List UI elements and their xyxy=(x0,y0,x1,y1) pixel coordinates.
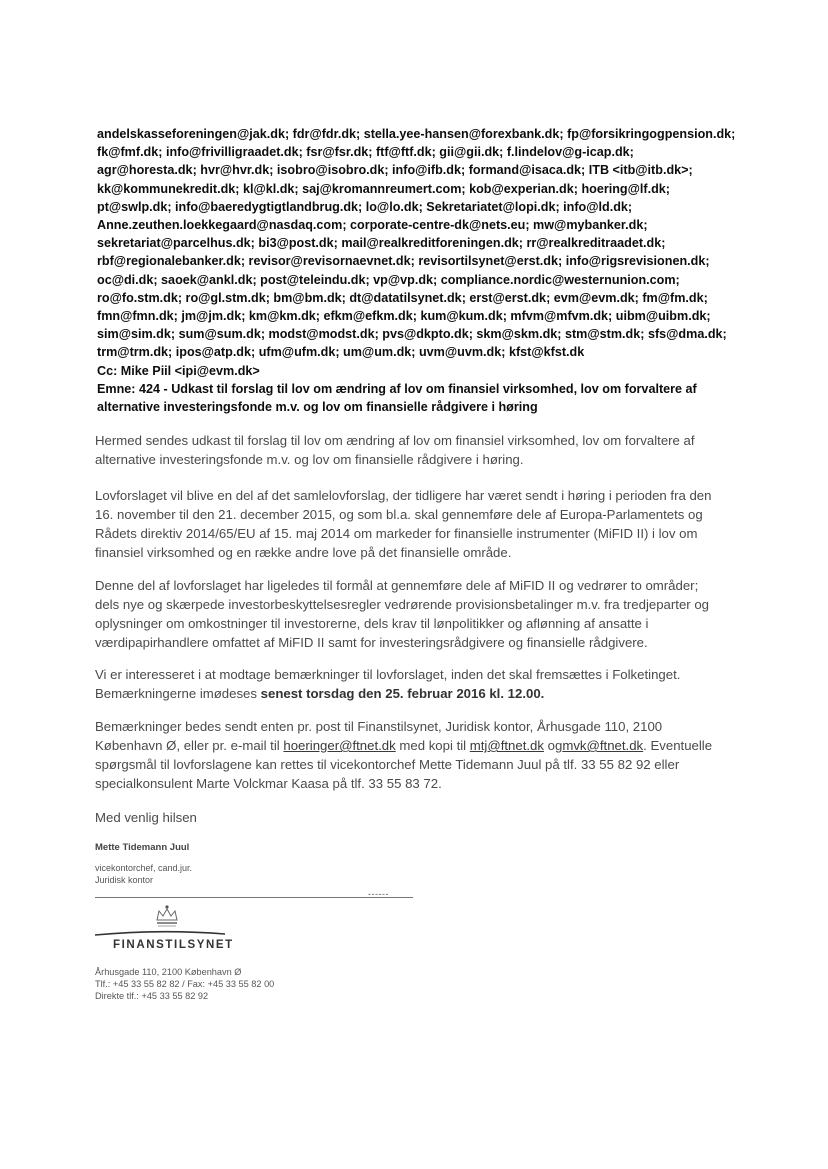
body-line xyxy=(95,684,785,703)
phone-line: Tlf.: +45 33 55 82 82 / Fax: +45 33 55 82 00 xyxy=(95,979,275,989)
body-line: Bemærkninger bedes sendt enten pr. post til Finanstilsynet, Juridisk kontor, Århusgade 110, 2100 xyxy=(95,719,663,734)
recipient-line: oc@di.dk; saoek@ankl.dk; post@teleindu.dk; vp@vp.dk; compliance.nordic@westernunion.com; xyxy=(97,272,680,287)
signature-dash: ------ xyxy=(368,889,389,899)
crown-icon xyxy=(154,904,180,928)
recipient-line: pt@swlp.dk; info@baeredygtigtlandbrug.dk; lo@lo.dk; Sekretariatet@lopi.dk; info@ld.dk; xyxy=(97,199,633,214)
body-line xyxy=(95,736,785,755)
recipient-line: fmn@fmn.dk; jm@jm.dk; km@km.dk; efkm@efkm.dk; kum@kum.dk; mfvm@mfvm.dk; uibm@uibm.dk; xyxy=(97,309,711,324)
cc-line: Cc: Mike Piil <ipi@evm.dk> xyxy=(97,363,260,378)
email-link-mvk[interactable]: mvk@ftnet.dk xyxy=(562,738,644,753)
paragraph-background xyxy=(95,486,785,562)
recipients-header xyxy=(97,125,797,416)
subject-line: Emne: 424 - Udkast til forslag til lov om ændring af lov om finansiel virksomhed, lov om forvaltere af xyxy=(97,381,697,396)
email-link-mtj[interactable]: mtj@ftnet.dk xyxy=(469,738,544,753)
body-line: finansiel virksomhed og en række andre love på det finansielle område. xyxy=(95,545,512,560)
signature-address-block xyxy=(95,966,274,1002)
logo-swoosh-icon xyxy=(95,929,225,937)
recipient-line: trm@trm.dk; ipos@atp.dk; ufm@ufm.dk; um@um.dk; uvm@uvm.dk; kfst@kfst.dk xyxy=(97,345,585,360)
body-line: spørgsmål til lovforslagene kan rettes til vicekontorchef Mette Tidemann Juul på tlf. 33 55 82 92 eller xyxy=(95,757,680,772)
finanstilsynet-logo: FINANSTILSYNET xyxy=(113,939,234,951)
recipient-line: agr@horesta.dk; hvr@hvr.dk; isobro@isobro.dk; info@ifb.dk; formand@isaca.dk; ITB <itb@itb.dk>; xyxy=(97,163,693,178)
address-line: Århusgade 110, 2100 København Ø xyxy=(95,967,242,977)
closing-text: Med venlig hilsen xyxy=(95,810,197,825)
body-line: oplysninger om omkostninger til investorerne, dels krav til lønpolitikker og aflønning af ansatte i xyxy=(95,616,649,631)
body-line: Vi er interesseret i at modtage bemærkninger til lovforslaget, inden det skal fremsættes i Folketinget. xyxy=(95,667,681,682)
deadline-intro: Bemærkningerne imødeses xyxy=(95,686,261,701)
body-line: Lovforslaget vil blive en del af det samlelovforslag, der tidligere har været sendt i høring i perioden fra den xyxy=(95,488,712,503)
signature-meta xyxy=(95,862,192,886)
recipient-line: ro@fo.stm.dk; ro@gl.stm.dk; bm@bm.dk; dt@datatilsynet.dk; erst@erst.dk; evm@evm.dk; fm@fm.dk; xyxy=(97,290,708,305)
subject-line: alternative investeringsfonde m.v. og lov om finansielle rådgivere i høring xyxy=(97,400,538,415)
recipient-line: kk@kommunekredit.dk; kl@kl.dk; saj@kromannreumert.com; kob@experian.dk; hoering@lf.dk; xyxy=(97,181,670,196)
paragraph-deadline xyxy=(95,665,785,703)
contact-text: med kopi til xyxy=(395,738,470,753)
body-line: dels nye og skærpede investorbeskyttelsesregler vedrørende provisionsbetalinger m.v. fra tredjeparter og xyxy=(95,597,710,612)
body-line: Rådets direktiv 2014/65/EU af 15. maj 2014 om markeder for finansielle instrumenter (MiFID II) i lov om xyxy=(95,526,698,541)
contact-text: . Eventuelle xyxy=(643,738,713,753)
recipient-line: fk@fmf.dk; info@frivilligraadet.dk; fsr@fsr.dk; ftf@ftf.dk; gii@gii.dk; f.lindelov@g-icap.dk; xyxy=(97,145,634,160)
recipient-line: rbf@regionalebanker.dk; revisor@revisornaevnet.dk; revisortilsynet@erst.dk; info@rigsrevisionen.dk; xyxy=(97,254,710,269)
body-line: 16. november til den 21. december 2015, og som bl.a. skal gennemføre dele af Europa-Parlamentets og xyxy=(95,507,703,522)
body-line: specialkonsulent Marte Volckmar Kaasa på tlf. 33 55 83 72. xyxy=(95,776,442,791)
signature-divider xyxy=(95,897,413,898)
paragraph-purpose xyxy=(95,576,785,652)
signature-name: Mette Tidemann Juul xyxy=(95,842,190,853)
signature-office: Juridisk kontor xyxy=(95,875,154,885)
body-line: alternative investeringsfonde m.v. og lov om finansielle rådgivere i høring. xyxy=(95,452,524,467)
recipient-line: Anne.zeuthen.loekkegaard@nasdaq.com; corporate-centre-dk@nets.eu; mw@mybanker.dk; xyxy=(97,218,648,233)
contact-text: København Ø, eller pr. e-mail til xyxy=(95,738,284,753)
recipient-line: sim@sim.dk; sum@sum.dk; modst@modst.dk; pvs@dkpto.dk; skm@skm.dk; stm@stm.dk; sfs@dma.dk; xyxy=(97,327,727,342)
body-line: værdipapirhandlere omfattet af MiFID II samt for investeringsrådgivere og finansielle rådgivere. xyxy=(95,635,648,650)
recipient-line: sekretariat@parcelhus.dk; bi3@post.dk; mail@realkreditforeningen.dk; rr@realkreditraadet.dk; xyxy=(97,236,666,251)
email-link-hoeringer[interactable]: hoeringer@ftnet.dk xyxy=(283,738,396,753)
deadline-date: senest torsdag den 25. februar 2016 kl. 12.00. xyxy=(260,686,545,701)
body-line: Denne del af lovforslaget har ligeledes til formål at gennemføre dele af MiFID II og vedrører to områder; xyxy=(95,578,699,593)
paragraph-intro xyxy=(95,431,785,469)
contact-text: og xyxy=(543,738,563,753)
direct-phone-line: Direkte tlf.: +45 33 55 82 92 xyxy=(95,991,209,1001)
recipient-line: andelskasseforeningen@jak.dk; fdr@fdr.dk; stella.yee-hansen@forexbank.dk; fp@forsikringogpension.dk; xyxy=(97,127,736,141)
signature-title: vicekontorchef, cand.jur. xyxy=(95,863,193,873)
paragraph-contact xyxy=(95,717,785,793)
body-line: Hermed sendes udkast til forslag til lov om ændring af lov om finansiel virksomhed, lov om forvaltere af xyxy=(95,433,695,448)
closing xyxy=(95,808,785,827)
